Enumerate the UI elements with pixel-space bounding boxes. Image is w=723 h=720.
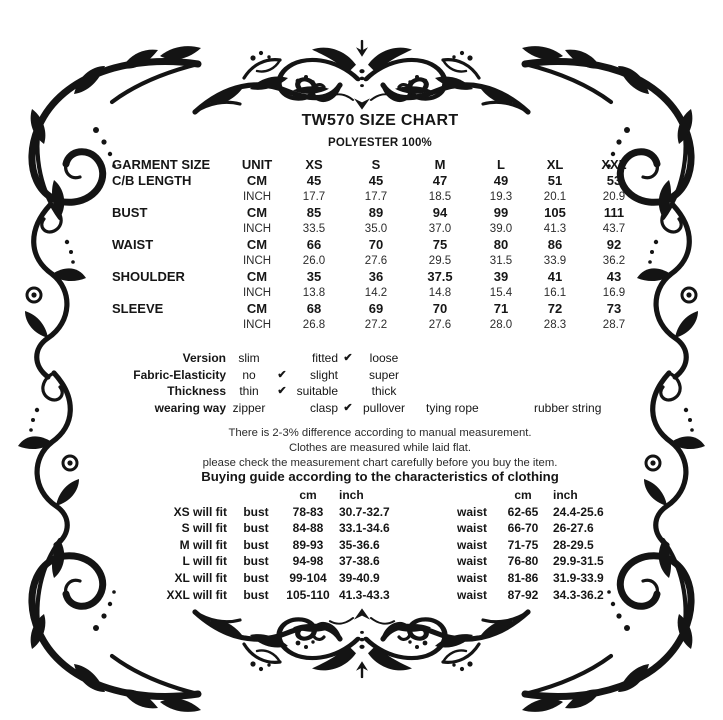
check-placeholder xyxy=(272,350,292,367)
value-cm: 36 xyxy=(368,269,384,284)
value-inch: 14.2 xyxy=(364,287,388,299)
measurement-label: C/B LENGTH xyxy=(112,173,192,188)
value-inch: 16.1 xyxy=(543,287,567,299)
unit-cm-label: CM xyxy=(246,237,268,252)
value-cm: 45 xyxy=(306,173,322,188)
check-mark: ✔ xyxy=(277,368,287,381)
bust-inch-range: 30.7-32.7 xyxy=(339,504,390,519)
waist-cm-range: 87-92 xyxy=(507,587,539,602)
bust-inch-range: 41.3-43.3 xyxy=(339,587,390,602)
guide-col-header: inch xyxy=(553,488,578,502)
guide-size-label: M will fit xyxy=(179,537,227,552)
bust-cm-range: 94-98 xyxy=(292,554,324,569)
size-chart-header: M xyxy=(434,157,446,172)
size-row-inch xyxy=(112,189,648,205)
attribute-option: clasp xyxy=(309,400,338,415)
buying-guide-title: Buying guide according to the characteristics of clothing xyxy=(201,469,559,484)
measurement-label: SLEEVE xyxy=(112,301,164,316)
note-line: Clothes are measured while laid flat. xyxy=(288,441,472,454)
waist-label: waist xyxy=(456,521,487,536)
unit-cm-label: CM xyxy=(246,173,268,188)
value-cm: 75 xyxy=(432,237,448,252)
value-cm: 70 xyxy=(368,237,384,252)
bust-inch-range: 33.1-34.6 xyxy=(339,521,390,536)
value-cm: 99 xyxy=(493,205,509,220)
value-cm: 69 xyxy=(368,301,384,316)
waist-cm-range: 71-75 xyxy=(507,537,539,552)
value-cm: 47 xyxy=(432,173,448,188)
bust-label: bust xyxy=(243,554,269,569)
attribute-row xyxy=(120,400,640,417)
guide-row xyxy=(128,587,624,604)
bust-cm-range: 105-110 xyxy=(286,587,330,602)
attribute-option: super xyxy=(368,367,400,382)
value-cm: 45 xyxy=(368,173,384,188)
check-placeholder xyxy=(340,367,356,384)
value-inch: 35.0 xyxy=(364,223,388,235)
bust-cm-range: 89-93 xyxy=(292,537,324,552)
spacer-cell xyxy=(112,189,230,205)
size-row-cm xyxy=(112,173,648,189)
value-cm: 51 xyxy=(547,173,563,188)
size-chart-header: XXL xyxy=(601,157,627,172)
waist-cm-range: 62-65 xyxy=(507,504,539,519)
value-inch: 17.7 xyxy=(364,191,388,203)
guide-row xyxy=(128,537,624,554)
chart-title: TW570 SIZE CHART xyxy=(301,112,459,129)
check-mark: ✔ xyxy=(277,385,287,397)
waist-cm-range: 76-80 xyxy=(507,554,539,569)
size-chart-header: UNIT xyxy=(241,157,273,172)
attribute-label: Fabric-Elasticity xyxy=(133,367,226,382)
value-cm: 92 xyxy=(606,237,622,252)
value-cm: 35 xyxy=(306,269,322,284)
check-mark: ✔ xyxy=(343,401,353,414)
bust-cm-range: 84-88 xyxy=(292,521,324,536)
attribute-option: fitted xyxy=(311,351,338,365)
waist-inch-range: 26-27.6 xyxy=(553,521,594,536)
guide-header-row xyxy=(128,487,624,504)
unit-cm-label: CM xyxy=(246,301,268,316)
waist-inch-range: 34.3-36.2 xyxy=(553,587,604,602)
fabric-composition: POLYESTER 100% xyxy=(327,137,432,149)
guide-size-label: XS will fit xyxy=(173,504,227,519)
size-row-inch xyxy=(112,253,648,269)
spacer-cell xyxy=(112,253,230,269)
guide-size-label: XL will fit xyxy=(174,570,227,585)
attribute-option: no xyxy=(242,367,256,382)
waist-inch-range: 29.9-31.5 xyxy=(553,554,604,569)
bust-inch-range: 37-38.6 xyxy=(339,554,380,569)
waist-inch-range: 28-29.5 xyxy=(553,537,594,552)
waist-inch-range: 24.4-25.6 xyxy=(553,504,604,519)
value-inch: 14.8 xyxy=(428,287,452,299)
check-mark: ✔ xyxy=(343,352,353,364)
attribute-option: suitable xyxy=(296,384,338,398)
value-inch: 13.8 xyxy=(302,287,326,299)
size-row-cm xyxy=(112,269,648,285)
unit-cm-label: CM xyxy=(246,205,268,220)
bust-label: bust xyxy=(243,587,269,602)
value-inch: 20.9 xyxy=(602,191,626,203)
measurement-label: WAIST xyxy=(112,237,154,252)
bust-label: bust xyxy=(243,537,269,552)
value-inch: 27.2 xyxy=(364,319,388,331)
size-chart-header: L xyxy=(497,157,505,172)
waist-label: waist xyxy=(456,570,487,585)
check-placeholder xyxy=(340,383,356,400)
guide-col-header: inch xyxy=(339,488,364,502)
value-inch: 16.9 xyxy=(602,287,626,299)
bust-cm-range: 99-104 xyxy=(289,570,327,585)
value-cm: 86 xyxy=(547,237,563,252)
value-inch: 31.5 xyxy=(489,255,513,267)
spacer-cell xyxy=(112,317,230,333)
value-inch: 18.5 xyxy=(428,191,452,203)
size-chart-header: S xyxy=(371,157,381,172)
guide-col-header: cm xyxy=(514,488,532,502)
waist-cm-range: 81-86 xyxy=(507,570,539,585)
attribute-label: wearing way xyxy=(154,400,226,415)
spacer-cell xyxy=(128,487,233,504)
spacer-cell xyxy=(112,221,230,237)
unit-inch-label: INCH xyxy=(242,255,272,267)
attribute-option: slim xyxy=(238,351,260,365)
value-cm: 111 xyxy=(603,205,625,220)
value-cm: 68 xyxy=(306,301,322,316)
unit-inch-label: INCH xyxy=(242,191,272,203)
guide-size-label: XXL will fit xyxy=(166,587,227,602)
value-inch: 41.3 xyxy=(543,223,567,235)
value-cm: 89 xyxy=(368,205,384,220)
bust-label: bust xyxy=(243,504,269,519)
check-placeholder xyxy=(272,400,292,417)
unit-inch-label: INCH xyxy=(242,223,272,235)
attribute-option: thick xyxy=(371,384,397,398)
unit-inch-label: INCH xyxy=(242,319,272,331)
value-inch: 19.3 xyxy=(489,191,513,203)
attribute-option: rubber string xyxy=(534,400,602,415)
bust-label: bust xyxy=(243,570,269,585)
size-row-cm xyxy=(112,301,648,317)
value-cm: 41 xyxy=(547,269,563,284)
attribute-label: Thickness xyxy=(167,384,226,398)
buying-guide-table xyxy=(128,487,624,603)
bust-label: bust xyxy=(243,521,269,536)
value-inch: 28.7 xyxy=(602,319,626,331)
size-chart-header-row xyxy=(112,157,648,173)
value-cm: 73 xyxy=(606,301,622,316)
bust-cm-range: 78-83 xyxy=(292,504,324,519)
value-inch: 43.7 xyxy=(602,223,626,235)
waist-label: waist xyxy=(456,537,487,552)
note-line: There is 2-3% difference according to manual measurement. xyxy=(228,427,532,439)
value-inch: 28.3 xyxy=(543,319,567,331)
value-inch: 29.5 xyxy=(428,255,452,267)
guide-row xyxy=(128,520,624,537)
value-cm: 85 xyxy=(306,205,322,220)
bust-inch-range: 35-36.6 xyxy=(339,537,380,552)
measurement-label: SHOULDER xyxy=(112,269,185,284)
guide-size-label: S will fit xyxy=(181,521,227,536)
guide-size-label: L will fit xyxy=(182,554,227,569)
size-chart-table xyxy=(112,157,648,333)
value-inch: 26.0 xyxy=(302,255,326,267)
value-cm: 39 xyxy=(493,269,509,284)
attribute-option: pullover xyxy=(362,400,406,415)
attribute-row xyxy=(120,367,640,384)
value-inch: 39.0 xyxy=(489,223,513,235)
value-cm: 66 xyxy=(306,237,322,252)
value-cm: 94 xyxy=(432,205,448,220)
guide-row xyxy=(128,570,624,587)
waist-inch-range: 31.9-33.9 xyxy=(553,570,604,585)
value-inch: 27.6 xyxy=(364,255,388,267)
waist-label: waist xyxy=(456,504,487,519)
note-line: please check the measurement chart carefully before you buy the item. xyxy=(202,456,558,469)
value-inch: 37.0 xyxy=(428,223,452,235)
value-cm: 49 xyxy=(493,173,509,188)
attribute-row xyxy=(120,350,640,367)
size-chart-header: GARMENT SIZE xyxy=(112,157,211,172)
attribute-option: loose xyxy=(369,351,399,365)
waist-label: waist xyxy=(456,554,487,569)
attribute-row xyxy=(120,383,640,400)
spacer-cell xyxy=(447,487,497,504)
value-cm: 80 xyxy=(493,237,509,252)
size-chart-header: XL xyxy=(546,157,564,172)
value-cm: 71 xyxy=(493,301,509,316)
guide-col-header: cm xyxy=(299,488,317,502)
attribute-option: tying rope xyxy=(426,400,479,415)
guide-row xyxy=(128,504,624,521)
unit-inch-label: INCH xyxy=(242,287,272,299)
value-cm: 70 xyxy=(432,301,448,316)
size-row-inch xyxy=(112,285,648,301)
guide-row xyxy=(128,553,624,570)
value-cm: 72 xyxy=(547,301,563,316)
size-row-cm xyxy=(112,237,648,253)
measurement-label: BUST xyxy=(112,205,148,220)
value-cm: 37.5 xyxy=(427,269,453,284)
waist-cm-range: 66-70 xyxy=(507,521,539,536)
value-cm: 53 xyxy=(606,173,622,188)
size-row-cm xyxy=(112,205,648,221)
bust-inch-range: 39-40.9 xyxy=(339,570,380,585)
size-row-inch xyxy=(112,317,648,333)
attribute-option: thin xyxy=(239,384,259,398)
value-cm: 105 xyxy=(544,205,566,220)
garment-attributes xyxy=(120,350,640,416)
value-inch: 28.0 xyxy=(489,319,513,331)
measurement-notes xyxy=(100,426,660,470)
size-row-inch xyxy=(112,221,648,237)
value-inch: 15.4 xyxy=(489,287,513,299)
spacer-cell xyxy=(112,285,230,301)
value-inch: 33.9 xyxy=(543,255,567,267)
value-inch: 27.6 xyxy=(428,319,452,331)
value-inch: 33.5 xyxy=(302,223,326,235)
value-inch: 26.8 xyxy=(302,319,326,331)
value-cm: 43 xyxy=(606,269,622,284)
attribute-option: slight xyxy=(309,367,338,382)
value-inch: 17.7 xyxy=(302,191,326,203)
waist-label: waist xyxy=(456,587,487,602)
unit-cm-label: CM xyxy=(246,269,268,284)
value-inch: 20.1 xyxy=(543,191,567,203)
spacer-cell xyxy=(233,487,279,504)
attribute-label: Version xyxy=(182,351,226,365)
value-inch: 36.2 xyxy=(602,255,626,267)
attribute-option: zipper xyxy=(232,400,266,415)
size-chart-header: XS xyxy=(305,157,323,172)
